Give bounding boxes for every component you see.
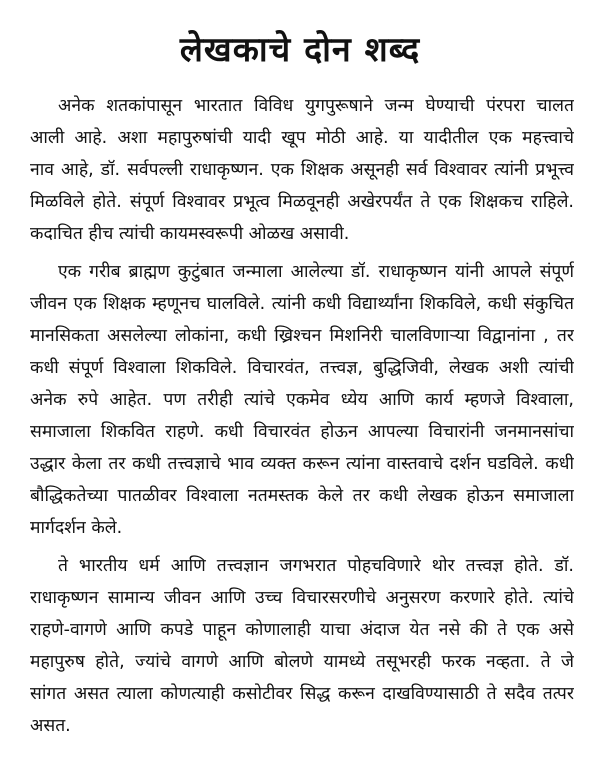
text-line: मानसिकता असलेल्या लोकांना, कधी ख्रिश्चन मिशनिरी चालविणाऱ्या विद्वानांना , तर bbox=[30, 326, 574, 346]
text-line: जीवन एक शिक्षक म्हणूनच घालविले. त्यांनी कधी विद्यार्थ्यांना शिकविले, कधी संकुचित bbox=[30, 294, 574, 314]
text-line: राहणे-वागणे आणि कपडे पाहून कोणालाही याचा अंदाज येत नसे की ते एक असे bbox=[30, 620, 574, 640]
text-line: अनेक शतकांपासून भारतात विविध युगपुरूषाने जन्म घेण्याची पंरपरा चालत bbox=[58, 96, 574, 116]
text-line: मिळविले होते. संपूर्ण विश्वावर प्रभूत्व मिळवूनही अखेरपर्यंत ते एक शिक्षकच राहिले. bbox=[30, 192, 574, 212]
text-line: बौद्धिकतेच्या पातळीवर विश्वाला नतमस्तक केले तर कधी लेखक होऊन समाजाला bbox=[30, 486, 574, 506]
text-line: अनेक रुपे आहेत. पण तरीही त्यांचे एकमेव ध्येय आणि कार्य म्हणजे विश्वाला, bbox=[30, 390, 574, 410]
text-line: राधाकृष्णन सामान्य जीवन आणि उच्च विचारसरणीचे अनुसरण करणारे होते. त्यांचे bbox=[30, 588, 574, 608]
text-line: कधी संपूर्ण विश्वाला शिकविले. विचारवंत, तत्त्वज्ञ, बुद्धिजिवी, लेखक अशी त्यांची bbox=[30, 358, 574, 378]
text-line: असत. bbox=[30, 716, 71, 736]
text-line: ते भारतीय धर्म आणि तत्त्वज्ञान जगभरात पोहचविणारे थोर तत्त्वज्ञ होते. डॉ. bbox=[58, 556, 574, 576]
page-title: लेखकाचे दोन शब्द bbox=[179, 30, 421, 70]
text-line: नाव आहे, डॉ. सर्वपल्ली राधाकृष्णन. एक शिक्षक असूनही सर्व विश्वावर त्यांनी प्रभूत्त्व bbox=[30, 160, 574, 180]
text-line: महापुरुष होते, ज्यांचे वागणे आणि बोलणे यामध्ये तसूभरही फरक नव्हता. ते जे bbox=[30, 652, 574, 672]
text-line: आली आहे. अशा महापुरुषांची यादी खूप मोठी आहे. या यादीतील एक महत्त्वाचे bbox=[30, 128, 574, 148]
text-line: समाजाला शिकवित राहणे. कधी विचारवंत होऊन आपल्या विचारांनी जनमानसांचा bbox=[30, 422, 574, 442]
text-line: मार्गदर्शन केले. bbox=[30, 518, 123, 538]
text-line: एक गरीब ब्राह्मण कुटुंबात जन्माला आलेल्या डॉ. राधाकृष्णन यांनी आपले संपूर्ण bbox=[58, 262, 574, 282]
text-line: उद्धार केला तर कधी तत्त्वज्ञाचे भाव व्यक्त करून त्यांना वास्तवाचे दर्शन घडविले. कधी bbox=[30, 454, 574, 474]
text-line: कदाचित हीच त्यांची कायमस्वरूपी ओळख असावी. bbox=[30, 224, 350, 244]
text-line: सांगत असत त्याला कोणत्याही कसोटीवर सिद्ध करून दाखविण्यासाठी ते सदैव तत्पर bbox=[30, 684, 574, 704]
